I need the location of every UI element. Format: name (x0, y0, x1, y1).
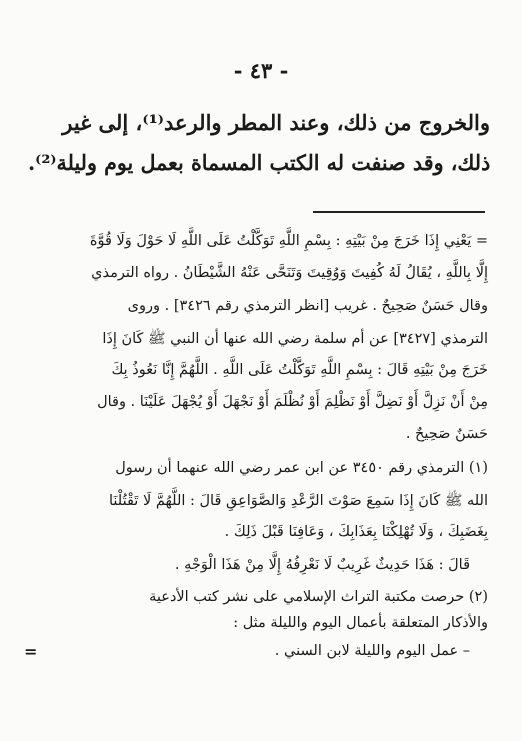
footnote-line-7: حَسَنٌ صَحِيحٌ . (405, 426, 488, 442)
footnote-1-line-3: بِغَضَبِكَ ، وَلَا تُهْلِكْنَا بِعَذَابِكَ ، وَعَافِنَا قَبْلَ ذَلِكَ . (224, 524, 488, 540)
footnote-line-2: إِلَّا بِاللَّهِ ، يُقَالُ لَهُ كُفِيتَ وَوُقِيتَ وَتَنَحَّى عَنْهُ الشَّيْطَانُ . رواه الترمذي (91, 265, 488, 281)
main-text-line-1: والخروج من ذلك، وعند المطر والرعد⁽¹⁾، إلى غير (62, 110, 490, 135)
footnote-2-line-2: والأذكار المتعلقة بأعمال اليوم والليلة مثل : (233, 615, 488, 631)
footnote-1-line-1: (١) الترمذي رقم ٣٤٥٠ عن ابن عمر رضي الله عنهما أن رسول (115, 460, 488, 476)
footnote-line-4: الترمذي [٣٤٢٧] عن أم سلمة رضي الله عنها أن النبي ﷺ كَانَ إِذَا (102, 331, 488, 347)
main-text-line-2: ذلك، وقد صنفت له الكتب المسماة بعمل يوم وليلة⁽²⁾. (27, 150, 491, 175)
footnote-divider (313, 211, 485, 213)
footnote-1-line-2: الله ﷺ كَانَ إِذَا سَمِعَ صَوْتَ الرَّعْدِ وَالصَّوَاعِقِ قَالَ : اللَّهُمَّ لَا تَقْتُلْنَا (109, 493, 488, 509)
continuation-mark: = (24, 642, 38, 661)
footnote-line-1: = يَعْنِي إِذَا خَرَجَ مِنْ بَيْتِهِ : بِسْمِ اللَّهِ تَوَكَّلْتُ عَلَى اللَّهِ لَا حَوْلَ وَلَا قُوَّةَ (89, 233, 488, 249)
footnote-2-line-1: (٢) حرصت مكتبة التراث الإسلامي على نشر كتب الأدعية (149, 589, 488, 605)
page-number: - ٤٣ - (233, 58, 289, 83)
footnote-line-6: مِنْ أَنْ نَزِلَّ أَوْ نَضِلَّ أَوْ نَظْلِمَ أَوْ نُظْلَمَ أَوْ نَجْهَلَ أَوْ يُجْهَلَ عَلَيْنَا . وقال (97, 394, 488, 410)
footnote-2-line-3: – عمل اليوم والليلة لابن السني . (274, 643, 470, 659)
footnote-line-3: وقال حَسَنٌ صَحِيحٌ . غريب [انظر الترمذي رقم ٣٤٢٦] . وروى (127, 298, 488, 314)
footnote-line-5: خَرَجَ مِنْ بَيْتِهِ قَالَ : بِسْمِ اللَّهِ تَوَكَّلْتُ عَلَى اللَّهِ . اللَّهُمَّ إِنَّا نَعُوذُ بِكَ (111, 362, 488, 378)
footnote-1-line-4: قَالَ : هَذَا حَدِيثٌ غَرِيبٌ لَا نَعْرِفُهُ إِلَّا مِنْ هَذَا الْوَجْهِ . (174, 557, 470, 573)
